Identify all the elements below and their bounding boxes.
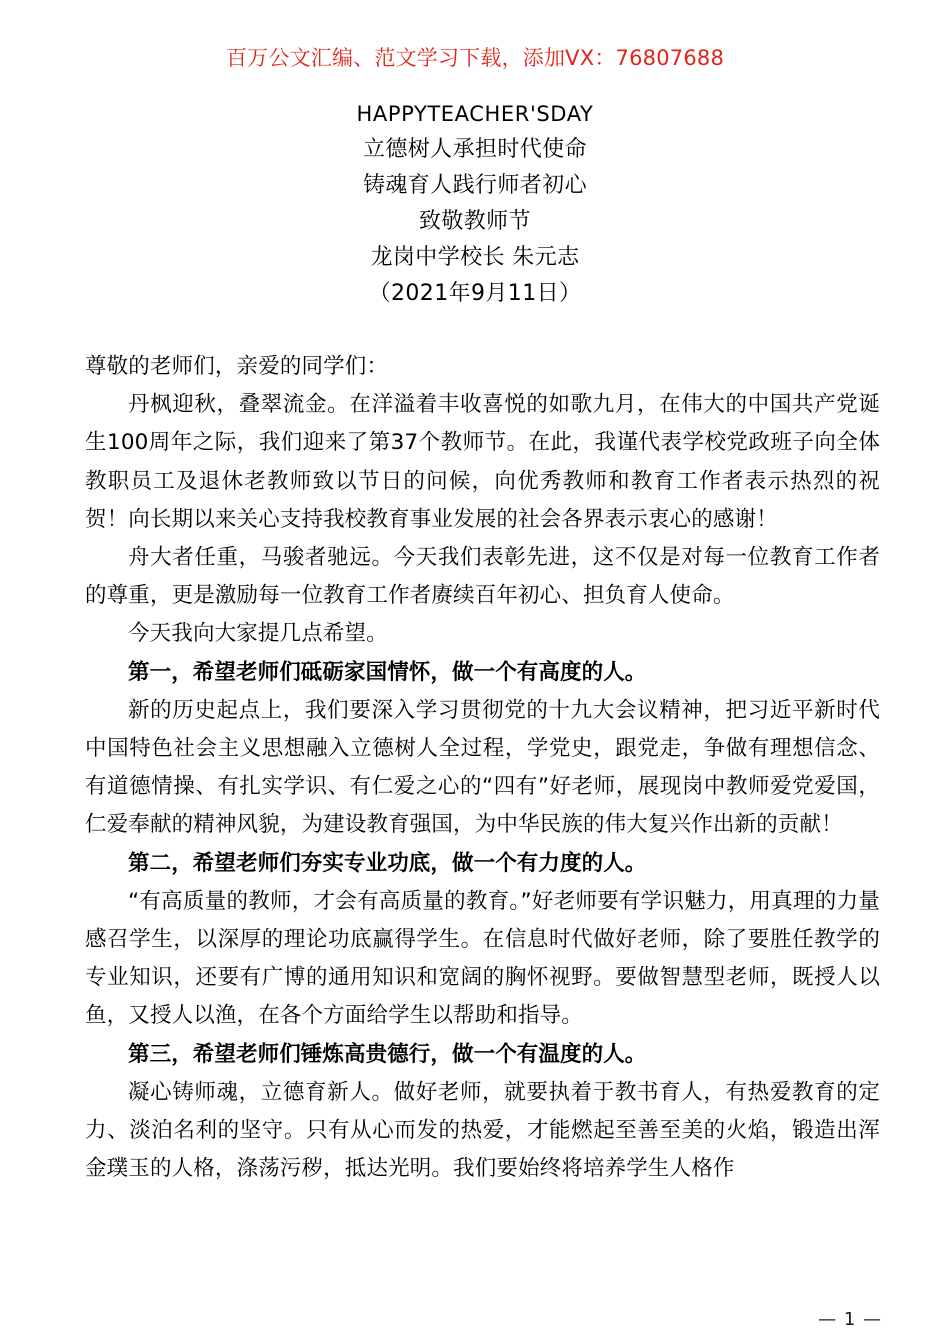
document-body (85, 348, 880, 1188)
heading-point-two: 第二，希望老师们夯实专业功底，做一个有力度的人。 (128, 850, 647, 876)
title-line-2: 铸魂育人践行师者初心 (362, 173, 587, 198)
title-line-author: 龙岗中学校长 朱元志 (370, 245, 580, 270)
title-line-date: （2021年9月11日） (368, 281, 582, 306)
paragraph-opening-greeting: 丹枫迎秋，叠翠流金。在洋溢着丰收喜悦的如歌九月，在伟大的中国共产党诞生100周年之际，我们迎来了第37个教师节。在此，我谨代表学校党政班子向全体教职员工及退休老教师致以节日的问候，向优秀教师和教育工作者表示热烈的祝贺！向长期以来关心支持我校教育事业发展的社会各界表示衷心的感谢！ (85, 392, 880, 532)
paragraph-point-two-body: “有高质量的教师，才会有高质量的教育。”好老师要有学识魅力，用真理的力量感召学生，以深厚的理论功底赢得学生。在信息时代做好老师，除了要胜任教学的专业知识，还要有广博的通用知识和宽阔的胸怀视野。要做智慧型老师，既授人以鱼，又授人以渔，在各个方面给学生以帮助和指导。 (85, 888, 880, 1029)
promo-watermark-header: 百万公文汇编、范文学习下载，添加VX：76807688 (225, 46, 725, 70)
document-title-block (0, 96, 950, 312)
paragraph-point-three-body: 凝心铸师魂，立德育新人。做好老师，就要执着于教书育人，有热爱教育的定力、淡泊名利的坚守。只有从心而发的热爱，才能燃起至善至美的火焰，锻造出浑金璞玉的人格，涤荡污秽，抵达光明。我们要始终将培养学生人格作 (85, 1079, 880, 1182)
title-line-1: 立德树人承担时代使命 (362, 137, 587, 162)
heading-point-one: 第一，希望老师们砥砺家国情怀，做一个有高度的人。 (128, 659, 647, 685)
title-line-english: HAPPYTEACHER'SDAY (356, 102, 594, 126)
title-line-3: 致敬教师节 (418, 209, 531, 234)
paragraph-point-one-body: 新的历史起点上，我们要深入学习贯彻党的十九大会议精神，把习近平新时代中国特色社会主义思想融入立德树人全过程，学党史，跟党走，争做有理想信念、有道德情操、有扎实学识、有仁爱之心的“四有”好老师，展现岗中教师爱党爱国，仁爱奉献的精神风貌，为建设教育强国，为中华民族的伟大复兴作出新的贡献！ (85, 697, 880, 838)
page-number-footer: — 1 — (818, 1309, 882, 1330)
paragraph-hopes-intro: 今天我向大家提几点希望。 (128, 621, 388, 647)
heading-point-three: 第三，希望老师们锤炼高贵德行，做一个有温度的人。 (128, 1041, 647, 1067)
paragraph-salutation: 尊敬的老师们，亲爱的同学们： (85, 354, 389, 379)
paragraph-recognition: 舟大者任重，马骏者驰远。今天我们表彰先进，这不仅是对每一位教育工作者的尊重，更是激励每一位教育工作者赓续百年初心、担负育人使命。 (85, 545, 880, 609)
